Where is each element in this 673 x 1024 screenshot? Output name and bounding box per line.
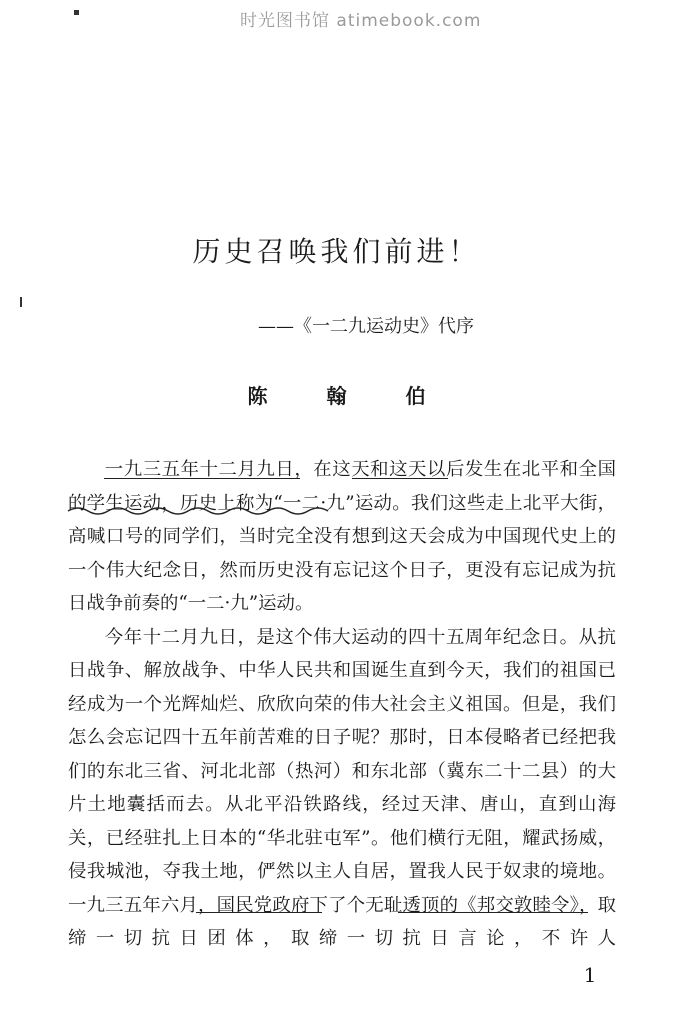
body-text — [68, 453, 616, 956]
watermark: 时光图书馆 atimebook.com — [240, 11, 482, 31]
author-name: 陈 翰 伯 — [247, 384, 452, 408]
pen-underline — [104, 478, 300, 479]
pen-wavy-underline — [66, 503, 336, 519]
page-number: 1 — [583, 963, 597, 987]
pen-underline — [352, 478, 448, 479]
scan-speck — [20, 297, 22, 307]
paragraph: 今年十二月九日，是这个伟大运动的四十五周年纪念日。从抗日战争、解放战争、中华人民共和国诞生直到今天，我们的祖国已经成为一个光辉灿烂、欣欣向荣的伟大社会主义祖国。但是，我们怎么会忘记四十五年前苦难的日子呢？那时，日本侵略者已经把我们的东北三省、河北北部（热河）和东北部（冀东二十二县）的大片土地囊括而去。从北平沿铁路线，经过天津、唐山，直到山海关，已经驻扎上日本的“华北驻屯军”。他们横行无阻，耀武扬威，侵我城池，夺我土地，俨然以主人自居，置我人民于奴隶的境地。一九三五年六月，国民党政府下了个无耻透顶的《邦交敦睦令》，取缔一切抗日团体，取缔一切抗日言论，不许人 — [68, 626, 616, 949]
scan-speck — [74, 10, 79, 15]
page-title: 历史召唤我们前进！ — [192, 235, 481, 268]
pen-underline — [196, 912, 322, 913]
paragraph: 一九三五年十二月九日，在这天和这天以后发生在北平和全国的学生运动，历史上称为“一二·九”运动。我们这些走上北平大街，高喊口号的同学们，当时完全没有想到这天会成为中国现代史上的一个伟大纪念日，然而历史没有忘记这个日子，更没有忘记成为抗日战争前奏的“一二·九”运动。 — [68, 459, 616, 614]
pen-underline — [398, 912, 588, 913]
subtitle: ——《一二九运动史》代序 — [258, 316, 474, 337]
